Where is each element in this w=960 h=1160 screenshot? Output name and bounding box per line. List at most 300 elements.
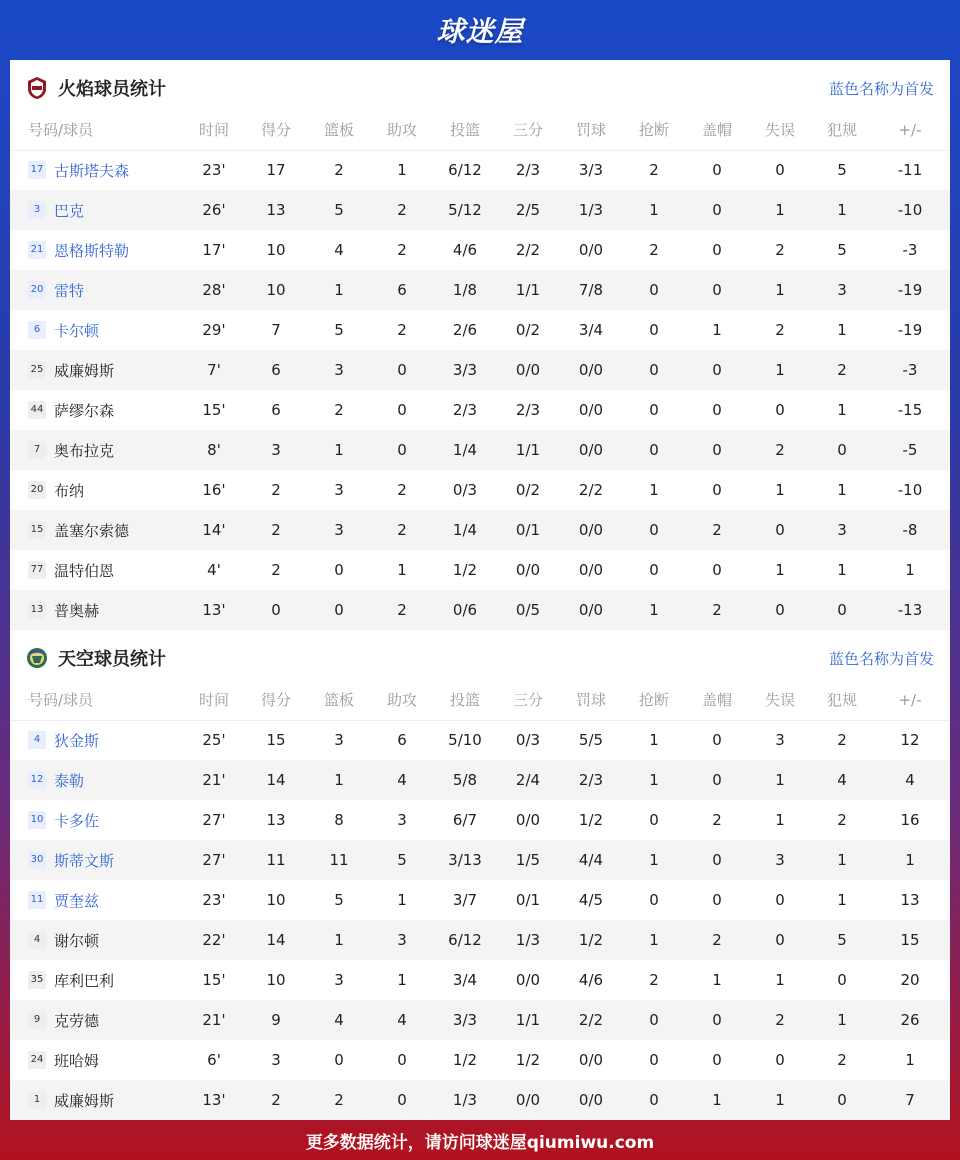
- player-cell: [10, 230, 186, 270]
- stat-cell: 3/3: [436, 1000, 494, 1040]
- player-cell: [10, 920, 186, 960]
- column-header: 助攻: [368, 680, 436, 720]
- player-name[interactable]: 古斯塔夫森: [54, 161, 130, 180]
- stat-cell: 1/4: [436, 510, 494, 550]
- brand-logo: 球迷屋: [436, 15, 524, 48]
- stat-cell: -3: [902, 241, 918, 259]
- stat-cell: 8: [334, 811, 344, 829]
- stat-cell: 1/4: [436, 430, 494, 470]
- column-header: 抢断: [620, 680, 688, 720]
- stat-cell: -3: [870, 350, 950, 390]
- stat-cell: 0: [746, 510, 814, 550]
- stat-cell: 1/2: [578, 811, 604, 829]
- stat-cell: 0: [334, 1051, 344, 1069]
- stat-cell: 5: [837, 161, 847, 180]
- stat-cell: 0: [397, 1051, 407, 1069]
- stat-cell: 0/0: [578, 241, 604, 259]
- stat-cell: 1/5: [494, 840, 562, 880]
- stat-cell: 2: [649, 161, 659, 180]
- stat-cell: 7: [271, 321, 281, 339]
- stat-cell: 0: [649, 401, 659, 419]
- stat-cell: 2: [775, 321, 785, 339]
- stat-cell: 3: [310, 510, 368, 550]
- player-name[interactable]: 卡尔顿: [54, 321, 100, 340]
- player-cell: [10, 720, 186, 760]
- stat-cell: 3/7: [452, 891, 478, 909]
- stat-cell: 0/1: [515, 891, 541, 909]
- stat-cell: 0: [649, 561, 659, 579]
- stat-cell: 0: [688, 1000, 746, 1040]
- stat-cell: 0/6: [436, 590, 494, 630]
- stat-cell: 1: [837, 481, 847, 499]
- table-row: [10, 230, 950, 270]
- starter-note: 蓝色名称为首发: [828, 79, 934, 98]
- stat-cell: 4': [207, 561, 221, 579]
- stat-cell: 1/3: [494, 920, 562, 960]
- fire-team-logo-icon: [26, 76, 48, 100]
- column-header: 投篮: [436, 110, 494, 150]
- stat-cell: 6: [368, 270, 436, 310]
- stat-cell: -19: [870, 270, 950, 310]
- stat-cell: 2: [746, 1000, 814, 1040]
- stat-cell: 3: [242, 430, 310, 470]
- stat-cell: 4: [368, 1000, 436, 1040]
- player-cell: [10, 840, 186, 880]
- stat-cell: 0: [775, 891, 785, 909]
- stat-cell: 10: [266, 971, 286, 989]
- player-cell: [10, 430, 186, 470]
- stat-cell: 6/12: [436, 920, 494, 960]
- stat-cell: 0/0: [562, 350, 620, 390]
- stat-cell: 0: [712, 161, 722, 180]
- player-name[interactable]: 奥布拉克: [54, 441, 115, 460]
- stat-cell: 4: [814, 760, 870, 800]
- player-name[interactable]: 威廉姆斯: [54, 361, 115, 380]
- column-header: 三分: [494, 110, 562, 150]
- stat-cell: 0: [712, 401, 722, 419]
- column-header: 投篮: [436, 680, 494, 720]
- stat-cell: 0: [712, 241, 722, 259]
- stat-cell: 2: [334, 401, 344, 419]
- stat-cell: 25': [202, 731, 226, 750]
- table-row: [10, 270, 950, 310]
- jersey-number-badge: 4: [28, 731, 46, 749]
- stat-cell: 1: [310, 270, 368, 310]
- stat-cell: 17: [266, 161, 286, 180]
- stat-cell: 2: [310, 1080, 368, 1120]
- stat-cell: 5: [310, 190, 368, 230]
- stat-cell: 0: [368, 1080, 436, 1120]
- stat-cell: 1: [870, 840, 950, 880]
- stat-cell: 29': [202, 321, 226, 339]
- stat-cell: 13: [242, 190, 310, 230]
- table-row: [10, 590, 950, 630]
- stat-cell: 10: [266, 241, 286, 259]
- table-row: [10, 840, 950, 880]
- player-name[interactable]: 布纳: [54, 481, 85, 500]
- stat-cell: 4: [310, 1000, 368, 1040]
- table-row: [10, 190, 950, 230]
- stat-cell: 2: [397, 481, 407, 499]
- player-cell: [10, 590, 186, 630]
- stat-cell: 2: [368, 190, 436, 230]
- player-cell: [10, 470, 186, 510]
- stat-cell: 1/3: [562, 190, 620, 230]
- stat-cell: 2: [397, 321, 407, 339]
- stat-cell: 1: [837, 561, 847, 579]
- column-header: 盖帽: [688, 110, 746, 150]
- player-cell: [10, 760, 186, 800]
- column-header: 犯规: [814, 110, 870, 150]
- player-name[interactable]: 斯蒂文斯: [54, 851, 115, 870]
- stat-cell: 1: [775, 811, 785, 829]
- stats-panel: [10, 60, 950, 1120]
- stat-cell: 23': [202, 891, 226, 909]
- player-name[interactable]: 狄金斯: [54, 731, 100, 750]
- table-row: [10, 390, 950, 430]
- stat-cell: 3/4: [578, 321, 604, 339]
- jersey-number-badge: 44: [28, 401, 46, 419]
- jersey-number-badge: 77: [28, 561, 46, 579]
- stat-cell: 0/0: [515, 971, 541, 989]
- table-row: [10, 880, 950, 920]
- stat-cell: 0: [334, 561, 344, 579]
- stat-cell: 22': [186, 920, 242, 960]
- table-row: [10, 150, 950, 190]
- stat-cell: 0: [649, 321, 659, 339]
- stat-cell: 0: [814, 430, 870, 470]
- stat-cell: 1/8: [436, 270, 494, 310]
- stat-cell: 1: [746, 190, 814, 230]
- stat-cell: 1: [620, 590, 688, 630]
- stat-cell: 21': [186, 1000, 242, 1040]
- stat-cell: 13': [186, 590, 242, 630]
- stat-cell: 0/0: [562, 590, 620, 630]
- stat-cell: 2: [242, 510, 310, 550]
- jersey-number-badge: 21: [28, 241, 46, 259]
- stat-cell: 1: [688, 1080, 746, 1120]
- stat-cell: 20: [900, 971, 920, 989]
- stat-cell: -8: [870, 510, 950, 550]
- stat-cell: 1/2: [452, 561, 478, 579]
- stat-cell: 0: [775, 161, 785, 180]
- stat-cell: 1: [310, 430, 368, 470]
- stat-cell: 14: [242, 920, 310, 960]
- stat-cell: 1: [620, 920, 688, 960]
- stat-cell: 2/3: [562, 760, 620, 800]
- jersey-number-badge: 20: [28, 481, 46, 499]
- player-name[interactable]: 雷特: [54, 281, 85, 300]
- stat-cell: 0: [649, 891, 659, 909]
- stat-cell: 5: [334, 321, 344, 339]
- table-row: [10, 800, 950, 840]
- stat-cell: 3: [368, 920, 436, 960]
- jersey-number-badge: 17: [28, 161, 46, 179]
- stat-cell: 1: [905, 1051, 915, 1069]
- stat-cell: 0: [712, 1051, 722, 1069]
- stat-cell: 2: [688, 920, 746, 960]
- stat-cell: 2/2: [578, 481, 604, 499]
- stat-cell: 15: [870, 920, 950, 960]
- team-title: 天空球员统计: [58, 649, 166, 670]
- stat-cell: 6: [242, 350, 310, 390]
- player-stats-table-fire: [10, 110, 950, 630]
- stat-cell: 0/2: [515, 321, 541, 339]
- column-header: 篮板: [310, 680, 368, 720]
- column-header: 犯规: [814, 680, 870, 720]
- stat-cell: 4: [368, 760, 436, 800]
- jersey-number-badge: 7: [28, 441, 46, 459]
- stat-cell: 0: [620, 430, 688, 470]
- stat-cell: 1/2: [515, 1051, 541, 1069]
- top-bar: [0, 0, 960, 60]
- column-header: +/-: [870, 680, 950, 720]
- stat-cell: 5/5: [578, 731, 604, 750]
- stat-cell: 14: [242, 760, 310, 800]
- jersey-number-badge: 9: [28, 1011, 46, 1029]
- stat-cell: 0: [242, 590, 310, 630]
- column-header: 罚球: [562, 110, 620, 150]
- jersey-number-badge: 30: [28, 851, 46, 869]
- stat-cell: 1: [837, 891, 847, 909]
- stat-cell: 0: [712, 731, 722, 750]
- stat-cell: 2/3: [515, 161, 541, 180]
- stat-cell: 3: [746, 840, 814, 880]
- stat-cell: 0/5: [494, 590, 562, 630]
- column-header: 篮板: [310, 110, 368, 150]
- table-row: [10, 720, 950, 760]
- player-cell: [10, 960, 186, 1000]
- player-cell: [10, 270, 186, 310]
- player-name[interactable]: 泰勒: [54, 771, 85, 790]
- stat-cell: 2: [368, 510, 436, 550]
- sky-team-logo-icon: [26, 646, 48, 670]
- stat-cell: 3/3: [578, 161, 604, 180]
- stat-cell: 1: [620, 190, 688, 230]
- stat-cell: 10: [242, 270, 310, 310]
- stat-cell: 14': [186, 510, 242, 550]
- stat-cell: 0: [814, 590, 870, 630]
- stat-cell: 28': [186, 270, 242, 310]
- stat-cell: 1: [814, 840, 870, 880]
- stat-cell: 0: [368, 430, 436, 470]
- player-name[interactable]: 萨缪尔森: [54, 401, 115, 420]
- player-cell: [10, 550, 186, 590]
- column-header: 抢断: [620, 110, 688, 150]
- stat-cell: -10: [870, 190, 950, 230]
- stat-cell: 27': [202, 811, 226, 829]
- stat-cell: 1: [814, 190, 870, 230]
- stat-cell: 1: [814, 1000, 870, 1040]
- team-header-sky: [10, 630, 950, 686]
- player-name[interactable]: 恩格斯特勒: [54, 241, 130, 260]
- stat-cell: 0: [688, 190, 746, 230]
- stat-cell: 0: [775, 401, 785, 419]
- column-header: 时间: [186, 680, 242, 720]
- stat-cell: 13': [186, 1080, 242, 1120]
- footer-banner[interactable]: [0, 1120, 960, 1160]
- player-name[interactable]: 谢尔顿: [54, 931, 100, 950]
- column-header: 号码/球员: [10, 110, 186, 150]
- player-name[interactable]: 克劳德: [54, 1011, 100, 1030]
- footer-link-text[interactable]: 更多数据统计，请访问球迷屋qiumiwu.com: [305, 1132, 655, 1153]
- stat-cell: 0: [688, 270, 746, 310]
- player-name[interactable]: 贾奎兹: [54, 891, 100, 910]
- stat-cell: 1/1: [494, 430, 562, 470]
- stat-cell: 7': [186, 350, 242, 390]
- stat-cell: 0: [688, 760, 746, 800]
- jersey-number-badge: 11: [28, 891, 46, 909]
- stat-cell: 26: [870, 1000, 950, 1040]
- stat-cell: 0: [620, 1000, 688, 1040]
- stat-cell: 5: [814, 920, 870, 960]
- stat-cell: 0: [814, 1080, 870, 1120]
- stat-cell: 1: [649, 731, 659, 750]
- stat-cell: -13: [870, 590, 950, 630]
- stat-cell: 5/10: [448, 731, 482, 750]
- stat-cell: -19: [897, 321, 923, 339]
- stat-cell: 0/0: [515, 811, 541, 829]
- stat-cell: 1: [620, 760, 688, 800]
- stat-cell: 3/13: [436, 840, 494, 880]
- stat-cell: 0: [688, 430, 746, 470]
- table-row: [10, 350, 950, 390]
- stat-cell: 2: [814, 350, 870, 390]
- player-name[interactable]: 库利巴利: [54, 971, 115, 990]
- stat-cell: 6: [271, 401, 281, 419]
- stat-cell: 1: [746, 760, 814, 800]
- stat-cell: 23': [202, 161, 226, 180]
- column-header: 失误: [746, 680, 814, 720]
- stat-cell: 10: [266, 891, 286, 909]
- column-header: 盖帽: [688, 680, 746, 720]
- jersey-number-badge: 25: [28, 361, 46, 379]
- jersey-number-badge: 10: [28, 811, 46, 829]
- stat-cell: 11: [310, 840, 368, 880]
- stat-cell: 26': [186, 190, 242, 230]
- stat-cell: 6: [397, 731, 407, 750]
- stat-cell: 0: [746, 920, 814, 960]
- player-name[interactable]: 威廉姆斯: [54, 1091, 115, 1110]
- stat-cell: 0/3: [515, 731, 541, 750]
- stat-cell: 3: [397, 811, 407, 829]
- player-name[interactable]: 巴克: [54, 201, 85, 220]
- jersey-number-badge: 20: [28, 281, 46, 299]
- stat-cell: 6/7: [452, 811, 478, 829]
- stat-cell: 2/2: [562, 1000, 620, 1040]
- jersey-number-badge: 4: [28, 931, 46, 949]
- stat-cell: 6': [207, 1051, 221, 1069]
- player-name[interactable]: 班哈姆: [54, 1051, 100, 1070]
- table-row: [10, 470, 950, 510]
- table-row: [10, 1080, 950, 1120]
- player-name[interactable]: 卡多佐: [54, 811, 100, 830]
- team-title: 火焰球员统计: [58, 79, 166, 100]
- stat-cell: 0: [837, 971, 847, 989]
- player-cell: [10, 800, 186, 840]
- stat-cell: 2/3: [515, 401, 541, 419]
- stat-cell: 3/3: [436, 350, 494, 390]
- stat-cell: 3: [271, 1051, 281, 1069]
- stat-cell: 1: [746, 1080, 814, 1120]
- stat-cell: 0: [775, 1051, 785, 1069]
- stat-cell: 0: [649, 1051, 659, 1069]
- table-row: [10, 550, 950, 590]
- stat-cell: 0: [310, 590, 368, 630]
- stat-cell: 0: [620, 350, 688, 390]
- stat-cell: 1: [397, 891, 407, 909]
- stat-cell: 17': [202, 241, 226, 259]
- stat-cell: -15: [897, 401, 923, 419]
- stat-cell: 0/0: [515, 561, 541, 579]
- stat-cell: 1: [310, 920, 368, 960]
- stat-cell: 3: [334, 971, 344, 989]
- table-row: [10, 1000, 950, 1040]
- player-stats-table-sky: [10, 680, 950, 1120]
- stat-cell: 5: [837, 241, 847, 259]
- column-header: 三分: [494, 680, 562, 720]
- stat-cell: 2: [837, 811, 847, 829]
- stat-cell: 1: [649, 481, 659, 499]
- stat-cell: 1: [746, 270, 814, 310]
- stat-cell: 2/6: [452, 321, 478, 339]
- table-row: [10, 310, 950, 350]
- stat-cell: 0/0: [494, 350, 562, 390]
- stat-cell: 0/0: [562, 510, 620, 550]
- stat-cell: 5/12: [436, 190, 494, 230]
- stat-cell: 1: [397, 561, 407, 579]
- stat-cell: 1: [775, 481, 785, 499]
- stat-cell: 4/6: [578, 971, 604, 989]
- player-cell: [10, 350, 186, 390]
- stat-cell: 4/4: [562, 840, 620, 880]
- stat-cell: 15: [266, 731, 286, 750]
- table-row: [10, 1040, 950, 1080]
- stat-cell: 1: [712, 321, 722, 339]
- stat-cell: 3: [814, 270, 870, 310]
- stat-cell: 11: [242, 840, 310, 880]
- player-name[interactable]: 温特伯恩: [54, 561, 115, 580]
- stat-cell: 3: [310, 350, 368, 390]
- column-header: 得分: [242, 110, 310, 150]
- player-name[interactable]: 普奥赫: [54, 601, 100, 620]
- player-cell: [10, 150, 186, 190]
- stat-cell: 0/0: [578, 1051, 604, 1069]
- stat-cell: 3: [334, 481, 344, 499]
- stat-cell: 1: [837, 321, 847, 339]
- stat-cell: 0: [712, 481, 722, 499]
- stat-cell: 0: [620, 510, 688, 550]
- jersey-number-badge: 35: [28, 971, 46, 989]
- stat-cell: 1/2: [562, 920, 620, 960]
- stat-cell: 5: [334, 891, 344, 909]
- stat-cell: 1: [620, 840, 688, 880]
- player-name[interactable]: 盖塞尔索德: [54, 521, 130, 540]
- stat-cell: 3/4: [452, 971, 478, 989]
- stat-cell: 5: [368, 840, 436, 880]
- stat-cell: 0: [712, 561, 722, 579]
- table-row: [10, 920, 950, 960]
- stat-cell: 2/4: [494, 760, 562, 800]
- stat-cell: 15': [202, 971, 226, 989]
- stat-cell: 0: [688, 840, 746, 880]
- stat-cell: 0: [649, 811, 659, 829]
- stat-cell: 1/1: [494, 1000, 562, 1040]
- stat-cell: 0: [397, 401, 407, 419]
- player-cell: [10, 880, 186, 920]
- table-row: [10, 760, 950, 800]
- stat-cell: 2: [271, 561, 281, 579]
